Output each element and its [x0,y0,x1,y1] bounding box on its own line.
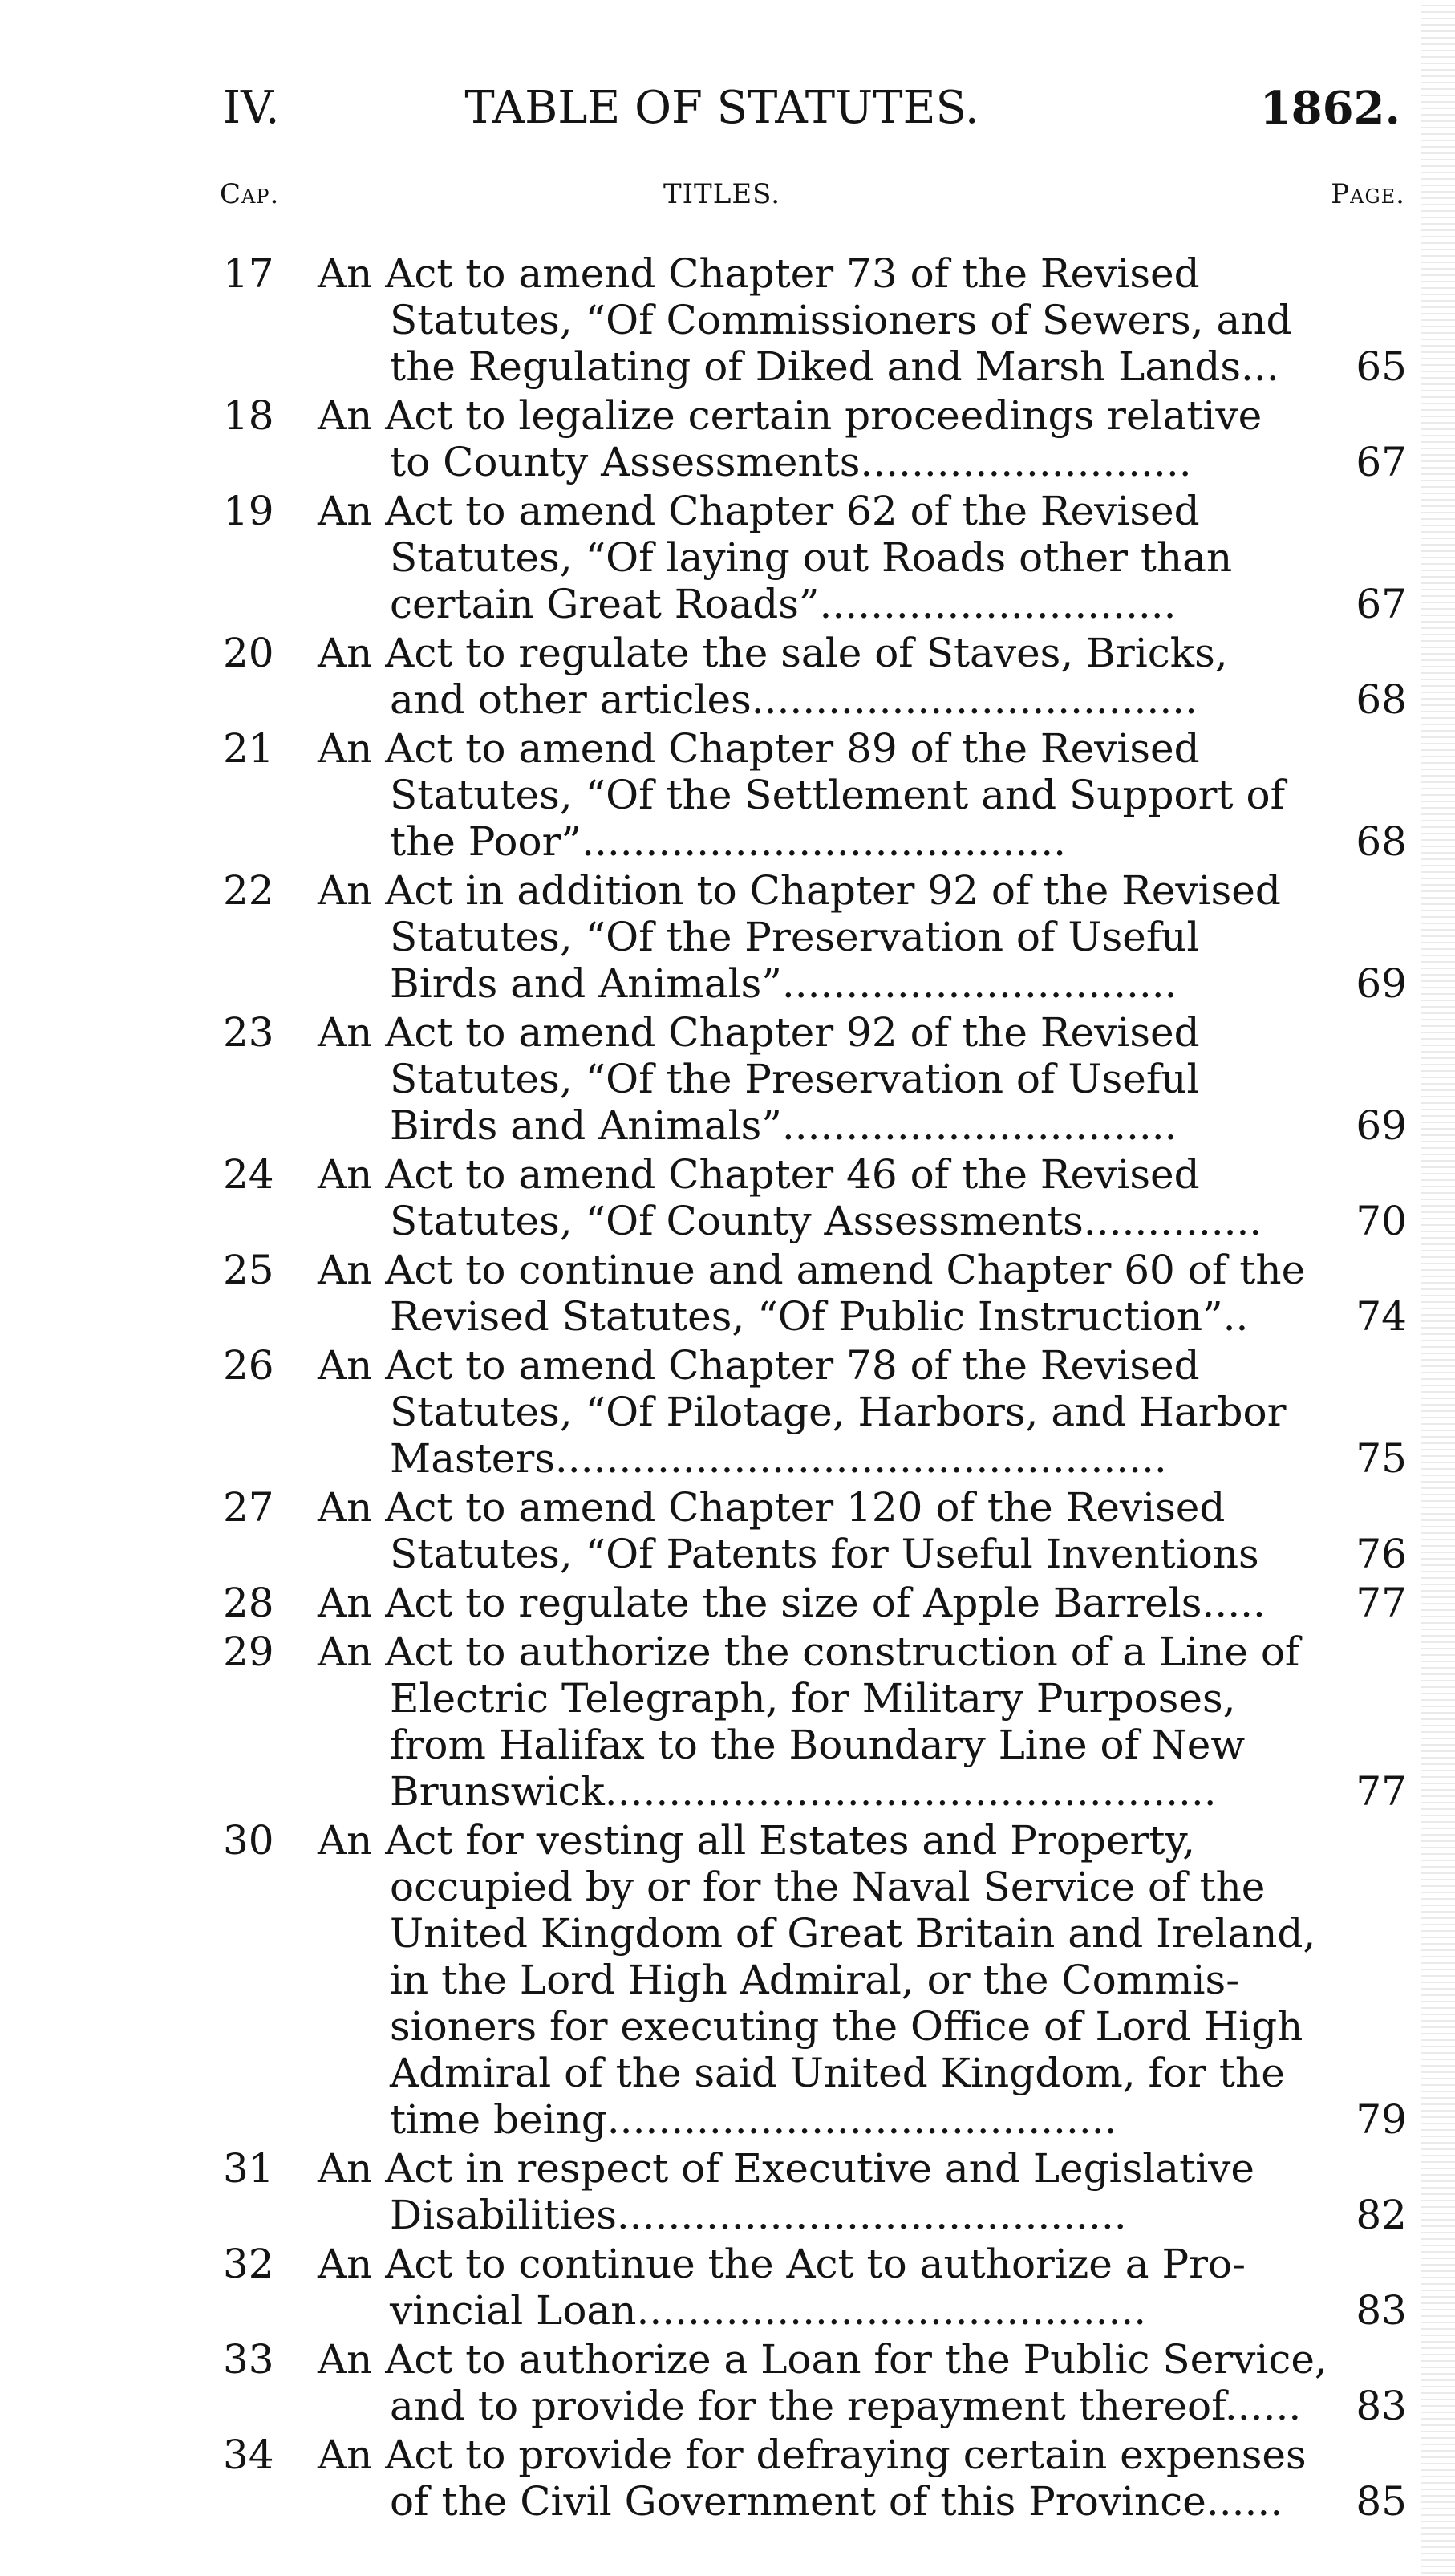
page-number: 75 [1356,1435,1407,1482]
statute-entry [0,1580,1455,1626]
statute-title-continuation: Birds and Animals”............................... [390,960,1177,1007]
statute-title-continuation: Statutes, “Of the Preservation of Useful [390,914,1200,960]
statute-title-continuation: Statutes, “Of County Assessments.............. [390,1198,1262,1244]
year-label: 1862. [1259,82,1400,135]
statute-title-continuation: in the Lord High Admiral, or the Commis- [390,1957,1240,2003]
page-number: 82 [1356,2192,1407,2238]
statute-title: An Act to regulate the size of Apple Barrels..... [318,1580,1266,1626]
statute-title-continuation: Electric Telegraph, for Military Purposes, [390,1675,1236,1722]
statute-title-continuation: the Poor”...................................... [390,818,1067,865]
page-number: 85 [1356,2478,1407,2525]
statute-title: An Act to regulate the sale of Staves, Bricks, [318,630,1228,676]
cap-column-header: Cap. [220,178,280,210]
statute-title: An Act to continue the Act to authorize a Pro- [318,2241,1246,2287]
cap-number: 21 [223,725,274,772]
page-number: 83 [1356,2287,1407,2334]
statute-title-continuation: sioners for executing the Office of Lord High [390,2003,1303,2050]
statute-title: An Act for vesting all Estates and Property, [318,1817,1196,1864]
statute-title: An Act to legalize certain proceedings relative [318,392,1262,439]
statute-title-continuation: and to provide for the repayment thereof...... [390,2383,1302,2429]
statute-title-continuation: Birds and Animals”............................... [390,1102,1177,1149]
cap-number: 17 [223,250,274,297]
statute-entry [0,1247,1455,1340]
statute-title-continuation: Statutes, “Of Pilotage, Harbors, and Harbor [390,1389,1287,1435]
cap-number: 25 [223,1247,274,1293]
statute-title: An Act to amend Chapter 92 of the Revised [318,1009,1200,1056]
statute-title-continuation: of the Civil Government of this Province...... [390,2478,1283,2525]
cap-number: 19 [223,488,274,534]
statute-title-continuation: United Kingdom of Great Britain and Ireland, [390,1910,1316,1957]
page-number: 77 [1356,1768,1407,1815]
statute-title-continuation: Masters................................................ [390,1435,1167,1482]
statute-title: An Act to continue and amend Chapter 60 of the [318,1247,1306,1293]
statute-title: An Act in respect of Executive and Legislative [318,2145,1255,2192]
cap-number: 31 [223,2145,274,2192]
cap-number: 33 [223,2336,274,2383]
cap-number: 18 [223,392,274,439]
statute-title-continuation: time being........................................ [390,2096,1117,2143]
section-numeral: IV. [223,82,280,134]
cap-number: 29 [223,1629,274,1675]
statute-title-continuation: and other articles................................... [390,676,1198,723]
statute-entry [0,2145,1455,2238]
statute-title-continuation: vincial Loan........................................ [390,2287,1147,2334]
cap-number: 34 [223,2432,274,2478]
cap-number: 24 [223,1151,274,1198]
page-number: 69 [1356,1102,1407,1149]
statute-entry [0,1629,1455,1815]
statute-title-continuation: from Halifax to the Boundary Line of New [390,1722,1246,1768]
statute-entry [0,2336,1455,2429]
page-number: 67 [1356,581,1407,627]
statute-title: An Act to amend Chapter 89 of the Revised [318,725,1200,772]
page-number: 76 [1356,1531,1407,1577]
cap-number: 22 [223,867,274,914]
statute-title-continuation: Brunswick................................................ [390,1768,1217,1815]
page-number: 77 [1356,1580,1407,1626]
statute-title: An Act to amend Chapter 78 of the Revised [318,1342,1200,1389]
statute-title: An Act to provide for defraying certain expenses [318,2432,1307,2478]
statute-title: An Act to authorize the construction of a Line of [318,1629,1300,1675]
cap-number: 26 [223,1342,274,1389]
statute-title-continuation: Statutes, “Of Patents for Useful Inventions [390,1531,1259,1577]
statute-title-continuation: Statutes, “Of laying out Roads other than [390,534,1233,581]
page-number: 67 [1356,439,1407,485]
statute-title-continuation: the Regulating of Diked and Marsh Lands... [390,343,1279,390]
statute-entry [0,250,1455,390]
page-title: TABLE OF STATUTES. [464,82,979,134]
statute-entry [0,2241,1455,2334]
statute-entry [0,1484,1455,1577]
statute-title-continuation: Disabilities........................................ [390,2192,1127,2238]
page-column-header: Page. [1331,178,1405,210]
titles-column-header: TITLES. [663,178,781,210]
cap-number: 32 [223,2241,274,2287]
statute-entry [0,1817,1455,2143]
statute-title-continuation: Revised Statutes, “Of Public Instruction”.. [390,1293,1249,1340]
statute-entry [0,488,1455,627]
statute-title-continuation: Admiral of the said United Kingdom, for the [390,2050,1285,2096]
statute-title-continuation: to County Assessments.......................... [390,439,1192,485]
statute-title: An Act to amend Chapter 62 of the Revised [318,488,1200,534]
cap-number: 20 [223,630,274,676]
page-number: 79 [1356,2096,1407,2143]
statute-entry [0,1342,1455,1482]
statute-entry [0,867,1455,1007]
cap-number: 30 [223,1817,274,1864]
statute-title-continuation: Statutes, “Of the Preservation of Useful [390,1056,1200,1102]
statute-title: An Act to amend Chapter 73 of the Revised [318,250,1200,297]
statute-title-continuation: certain Great Roads”............................ [390,581,1177,627]
cap-number: 27 [223,1484,274,1531]
statute-entry [0,1151,1455,1244]
page-number: 69 [1356,960,1407,1007]
statute-entry [0,1009,1455,1149]
page-number: 68 [1356,676,1407,723]
statute-title: An Act in addition to Chapter 92 of the Revised [318,867,1281,914]
statute-title-continuation: Statutes, “Of Commissioners of Sewers, and [390,297,1292,343]
statute-entry [0,392,1455,485]
page-number: 70 [1356,1198,1407,1244]
page-number: 74 [1356,1293,1407,1340]
statute-entry [0,725,1455,865]
statute-title-continuation: Statutes, “Of the Settlement and Support of [390,772,1286,818]
statute-title: An Act to authorize a Loan for the Public Service, [318,2336,1327,2383]
page-number: 65 [1356,343,1407,390]
page-number: 83 [1356,2383,1407,2429]
statute-title: An Act to amend Chapter 46 of the Revised [318,1151,1200,1198]
statute-title-continuation: occupied by or for the Naval Service of the [390,1864,1266,1910]
statute-entry [0,630,1455,723]
statute-title: An Act to amend Chapter 120 of the Revised [318,1484,1226,1531]
cap-number: 23 [223,1009,274,1056]
statute-entry [0,2432,1455,2525]
page-number: 68 [1356,818,1407,865]
cap-number: 28 [223,1580,274,1626]
